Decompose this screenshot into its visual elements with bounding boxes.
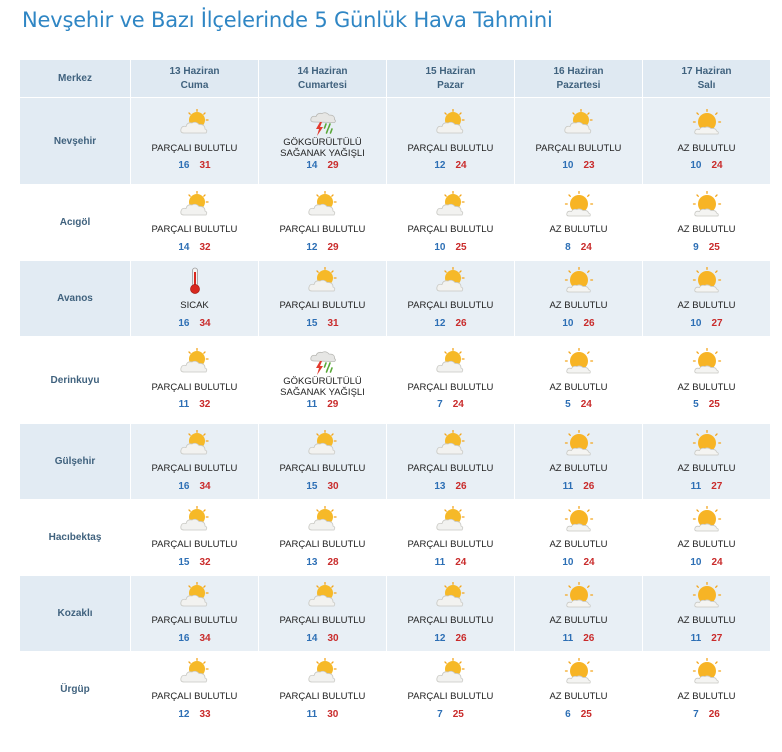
forecast-cell: [643, 576, 770, 651]
max-temperature: 26: [455, 632, 467, 644]
temperature-range: [387, 708, 514, 722]
max-temperature: 25: [580, 708, 592, 720]
temperature-range: [259, 398, 386, 412]
temperature-range: [515, 480, 642, 494]
forecast-cell: [515, 261, 642, 336]
max-temperature: 29: [327, 160, 339, 171]
day-date: 16 Haziran: [553, 65, 604, 77]
mostly-sunny-icon: [691, 191, 723, 219]
partly-cloudy-icon: [435, 348, 467, 376]
temperature-range: [259, 241, 386, 255]
min-temperature: 9: [693, 241, 699, 253]
max-temperature: 26: [583, 317, 595, 329]
forecast-cell: [131, 337, 258, 423]
partly-cloudy-icon: [307, 267, 339, 295]
max-temperature: 30: [327, 708, 339, 720]
min-temperature: 7: [437, 399, 443, 410]
min-temperature: 12: [434, 160, 446, 171]
forecast-cell: [515, 652, 642, 727]
table-row: [20, 652, 770, 727]
min-temperature: 12: [178, 708, 190, 720]
condition-label: AZ BULUTLU: [549, 463, 608, 474]
table-row: [20, 337, 770, 423]
day-date: 15 Haziran: [425, 65, 476, 77]
location-name[interactable]: Kozaklı: [20, 576, 130, 651]
condition-label: PARÇALI BULUTLU: [407, 615, 494, 626]
condition-label: AZ BULUTLU: [549, 691, 608, 702]
min-temperature: 13: [306, 556, 318, 568]
max-temperature: 24: [452, 399, 464, 410]
partly-cloudy-icon: [307, 582, 339, 610]
forecast-cell: [515, 424, 642, 499]
condition-label: PARÇALI BULUTLU: [151, 539, 238, 550]
location-column-header: Merkez: [20, 60, 130, 97]
temperature-range: [515, 556, 642, 570]
min-temperature: 15: [178, 556, 190, 568]
forecast-cell: [259, 424, 386, 499]
max-temperature: 24: [583, 556, 595, 568]
day-header: [515, 60, 642, 97]
condition-label: PARÇALI BULUTLU: [407, 142, 494, 154]
max-temperature: 29: [327, 399, 339, 410]
min-temperature: 6: [565, 708, 571, 720]
thunderstorm-icon: [307, 348, 339, 376]
partly-cloudy-icon: [435, 109, 467, 137]
day-date: 14 Haziran: [297, 65, 348, 77]
header-row: [20, 60, 770, 97]
mostly-sunny-icon: [691, 109, 723, 137]
condition-label: PARÇALI BULUTLU: [407, 691, 494, 702]
location-name[interactable]: Avanos: [20, 261, 130, 336]
partly-cloudy-icon: [179, 109, 211, 137]
forecast-cell: [259, 185, 386, 260]
max-temperature: 32: [199, 556, 211, 568]
temperature-range: [515, 159, 642, 173]
max-temperature: 29: [327, 241, 339, 253]
max-temperature: 24: [580, 241, 592, 253]
partly-cloudy-icon: [307, 191, 339, 219]
condition-label: PARÇALI BULUTLU: [535, 142, 622, 154]
max-temperature: 27: [711, 632, 723, 644]
temperature-range: [387, 480, 514, 494]
forecast-cell: [643, 500, 770, 575]
min-temperature: 15: [306, 480, 318, 492]
temperature-range: [259, 556, 386, 570]
temperature-range: [643, 708, 770, 722]
min-temperature: 11: [562, 632, 574, 644]
temperature-range: [131, 708, 258, 722]
condition-label: AZ BULUTLU: [677, 300, 736, 311]
condition-label: GÖKGÜRÜLTÜLÜ SAĞANAK YAĞIŞLI: [280, 376, 365, 398]
table-row: [20, 500, 770, 575]
temperature-range: [643, 241, 770, 255]
partly-cloudy-icon: [435, 430, 467, 458]
min-temperature: 11: [306, 708, 318, 720]
condition-label: PARÇALI BULUTLU: [279, 539, 366, 550]
temperature-range: [643, 398, 770, 412]
partly-cloudy-icon: [179, 348, 211, 376]
forecast-cell: [387, 500, 514, 575]
forecast-cell: [643, 424, 770, 499]
condition-label: AZ BULUTLU: [677, 142, 736, 154]
location-name[interactable]: Gülşehir: [20, 424, 130, 499]
min-temperature: 5: [693, 399, 699, 410]
temperature-range: [259, 317, 386, 331]
partly-cloudy-icon: [435, 191, 467, 219]
forecast-cell: [643, 185, 770, 260]
location-name[interactable]: Acıgöl: [20, 185, 130, 260]
forecast-cell: [131, 261, 258, 336]
mostly-sunny-icon: [563, 506, 595, 534]
mostly-sunny-icon: [691, 658, 723, 686]
min-temperature: 16: [178, 160, 190, 171]
forecast-cell: [259, 98, 386, 184]
temperature-range: [131, 632, 258, 646]
max-temperature: 33: [199, 708, 211, 720]
max-temperature: 24: [455, 556, 467, 568]
forecast-cell: [259, 261, 386, 336]
mostly-sunny-icon: [691, 506, 723, 534]
min-temperature: 12: [434, 632, 446, 644]
forecast-cell: [387, 424, 514, 499]
condition-label: AZ BULUTLU: [677, 539, 736, 550]
condition-label: PARÇALI BULUTLU: [151, 142, 238, 154]
table-row: [20, 261, 770, 336]
partly-cloudy-icon: [179, 506, 211, 534]
max-temperature: 25: [455, 241, 467, 253]
max-temperature: 24: [580, 399, 592, 410]
mostly-sunny-icon: [691, 267, 723, 295]
min-temperature: 14: [306, 632, 318, 644]
condition-label: AZ BULUTLU: [677, 463, 736, 474]
min-temperature: 11: [434, 556, 446, 568]
max-temperature: 26: [583, 480, 595, 492]
condition-label: AZ BULUTLU: [549, 224, 608, 235]
condition-label: AZ BULUTLU: [677, 615, 736, 626]
condition-label: PARÇALI BULUTLU: [279, 463, 366, 474]
forecast-cell: [131, 424, 258, 499]
forecast-cell: [515, 576, 642, 651]
temperature-range: [387, 317, 514, 331]
location-name[interactable]: Nevşehir: [20, 98, 130, 184]
condition-label: AZ BULUTLU: [677, 691, 736, 702]
forecast-cell: [387, 652, 514, 727]
max-temperature: 32: [199, 399, 211, 410]
max-temperature: 25: [708, 241, 720, 253]
max-temperature: 34: [199, 317, 211, 329]
max-temperature: 31: [327, 317, 339, 329]
max-temperature: 26: [583, 632, 595, 644]
min-temperature: 11: [178, 399, 190, 410]
table-row: [20, 98, 770, 184]
condition-label: PARÇALI BULUTLU: [279, 615, 366, 626]
day-header: [131, 60, 258, 97]
min-temperature: 16: [178, 317, 190, 329]
condition-label: PARÇALI BULUTLU: [407, 539, 494, 550]
max-temperature: 25: [708, 399, 720, 410]
temperature-range: [131, 556, 258, 570]
temperature-range: [131, 398, 258, 412]
max-temperature: 24: [711, 160, 723, 171]
min-temperature: 10: [434, 241, 446, 253]
day-name: Pazartesi: [556, 79, 601, 91]
min-temperature: 11: [690, 480, 702, 492]
condition-label: PARÇALI BULUTLU: [407, 300, 494, 311]
condition-label: AZ BULUTLU: [549, 615, 608, 626]
min-temperature: 10: [690, 556, 702, 568]
mostly-sunny-icon: [691, 582, 723, 610]
condition-label: PARÇALI BULUTLU: [151, 381, 238, 393]
forecast-cell: [131, 185, 258, 260]
thermometer-hot-icon: [179, 267, 211, 295]
temperature-range: [131, 480, 258, 494]
max-temperature: 24: [711, 556, 723, 568]
min-temperature: 8: [565, 241, 571, 253]
condition-label: PARÇALI BULUTLU: [279, 224, 366, 235]
temperature-range: [259, 480, 386, 494]
partly-cloudy-icon: [179, 430, 211, 458]
min-temperature: 10: [562, 556, 574, 568]
table-row: [20, 424, 770, 499]
location-name[interactable]: Derinkuyu: [20, 337, 130, 423]
min-temperature: 10: [562, 160, 574, 171]
day-date: 13 Haziran: [169, 65, 220, 77]
max-temperature: 26: [455, 480, 467, 492]
min-temperature: 7: [693, 708, 699, 720]
page-title: Nevşehir ve Bazı İlçelerinde 5 Günlük Hava Tahmini: [22, 8, 553, 32]
table-row: [20, 185, 770, 260]
forecast-table: [19, 59, 771, 728]
forecast-cell: [131, 98, 258, 184]
forecast-cell: [387, 337, 514, 423]
forecast-cell: [387, 261, 514, 336]
temperature-range: [643, 556, 770, 570]
forecast-cell: [131, 576, 258, 651]
condition-label: GÖKGÜRÜLTÜLÜ SAĞANAK YAĞIŞLI: [280, 137, 365, 159]
min-temperature: 11: [306, 399, 318, 410]
condition-label: PARÇALI BULUTLU: [151, 463, 238, 474]
temperature-range: [387, 556, 514, 570]
partly-cloudy-icon: [179, 582, 211, 610]
max-temperature: 27: [711, 480, 723, 492]
temperature-range: [643, 317, 770, 331]
temperature-range: [259, 632, 386, 646]
max-temperature: 32: [199, 241, 211, 253]
temperature-range: [643, 480, 770, 494]
condition-label: AZ BULUTLU: [677, 381, 736, 393]
forecast-cell: [387, 98, 514, 184]
partly-cloudy-icon: [179, 658, 211, 686]
forecast-cell: [131, 500, 258, 575]
temperature-range: [259, 708, 386, 722]
day-header: [387, 60, 514, 97]
day-name: Cuma: [180, 79, 209, 91]
max-temperature: 26: [708, 708, 720, 720]
min-temperature: 10: [690, 317, 702, 329]
forecast-cell: [259, 652, 386, 727]
forecast-cell: [643, 261, 770, 336]
partly-cloudy-icon: [435, 582, 467, 610]
temperature-range: [643, 159, 770, 173]
forecast-body: [20, 98, 770, 727]
forecast-cell: [643, 337, 770, 423]
mostly-sunny-icon: [563, 658, 595, 686]
min-temperature: 14: [178, 241, 190, 253]
min-temperature: 7: [437, 708, 443, 720]
min-temperature: 15: [306, 317, 318, 329]
max-temperature: 30: [327, 632, 339, 644]
condition-label: AZ BULUTLU: [549, 381, 608, 393]
partly-cloudy-icon: [307, 506, 339, 534]
condition-label: PARÇALI BULUTLU: [407, 381, 494, 393]
condition-label: PARÇALI BULUTLU: [279, 300, 366, 311]
max-temperature: 25: [452, 708, 464, 720]
forecast-cell: [131, 652, 258, 727]
min-temperature: 10: [562, 317, 574, 329]
max-temperature: 34: [199, 480, 211, 492]
mostly-sunny-icon: [563, 348, 595, 376]
temperature-range: [387, 632, 514, 646]
forecast-cell: [259, 500, 386, 575]
temperature-range: [259, 159, 386, 173]
max-temperature: 31: [199, 160, 211, 171]
min-temperature: 10: [690, 160, 702, 171]
forecast-cell: [515, 500, 642, 575]
max-temperature: 30: [327, 480, 339, 492]
table-row: [20, 576, 770, 651]
condition-label: PARÇALI BULUTLU: [407, 463, 494, 474]
temperature-range: [515, 241, 642, 255]
max-temperature: 24: [455, 160, 467, 171]
condition-label: PARÇALI BULUTLU: [407, 224, 494, 235]
condition-label: AZ BULUTLU: [549, 539, 608, 550]
max-temperature: 26: [455, 317, 467, 329]
min-temperature: 13: [434, 480, 446, 492]
forecast-cell: [515, 185, 642, 260]
day-header: [643, 60, 770, 97]
day-name: Pazar: [437, 79, 464, 91]
min-temperature: 12: [434, 317, 446, 329]
min-temperature: 12: [306, 241, 318, 253]
min-temperature: 16: [178, 632, 190, 644]
temperature-range: [515, 708, 642, 722]
day-header: [259, 60, 386, 97]
condition-label: AZ BULUTLU: [549, 300, 608, 311]
min-temperature: 5: [565, 399, 571, 410]
temperature-range: [131, 317, 258, 331]
min-temperature: 14: [306, 160, 318, 171]
partly-cloudy-icon: [563, 109, 595, 137]
forecast-cell: [515, 337, 642, 423]
partly-cloudy-icon: [307, 430, 339, 458]
temperature-range: [515, 317, 642, 331]
forecast-cell: [643, 98, 770, 184]
forecast-cell: [643, 652, 770, 727]
forecast-cell: [387, 185, 514, 260]
day-date: 17 Haziran: [681, 65, 732, 77]
max-temperature: 23: [583, 160, 595, 171]
forecast-cell: [387, 576, 514, 651]
partly-cloudy-icon: [435, 506, 467, 534]
day-name: Cumartesi: [298, 79, 347, 91]
condition-label: AZ BULUTLU: [677, 224, 736, 235]
temperature-range: [387, 159, 514, 173]
mostly-sunny-icon: [563, 267, 595, 295]
partly-cloudy-icon: [435, 267, 467, 295]
temperature-range: [515, 398, 642, 412]
location-name[interactable]: Hacıbektaş: [20, 500, 130, 575]
condition-label: PARÇALI BULUTLU: [151, 224, 238, 235]
temperature-range: [131, 159, 258, 173]
condition-label: PARÇALI BULUTLU: [151, 691, 238, 702]
mostly-sunny-icon: [691, 348, 723, 376]
partly-cloudy-icon: [307, 658, 339, 686]
condition-label: PARÇALI BULUTLU: [279, 691, 366, 702]
min-temperature: 16: [178, 480, 190, 492]
condition-label: PARÇALI BULUTLU: [151, 615, 238, 626]
day-name: Salı: [697, 79, 716, 91]
partly-cloudy-icon: [179, 191, 211, 219]
temperature-range: [387, 398, 514, 412]
thunderstorm-icon: [307, 109, 339, 137]
mostly-sunny-icon: [563, 582, 595, 610]
forecast-cell: [515, 98, 642, 184]
forecast-cell: [259, 576, 386, 651]
location-name[interactable]: Ürgüp: [20, 652, 130, 727]
forecast-cell: [259, 337, 386, 423]
mostly-sunny-icon: [691, 430, 723, 458]
partly-cloudy-icon: [435, 658, 467, 686]
temperature-range: [131, 241, 258, 255]
min-temperature: 11: [690, 632, 702, 644]
max-temperature: 27: [711, 317, 723, 329]
temperature-range: [387, 241, 514, 255]
mostly-sunny-icon: [563, 191, 595, 219]
condition-label: SICAK: [180, 300, 209, 311]
max-temperature: 34: [199, 632, 211, 644]
min-temperature: 11: [562, 480, 574, 492]
temperature-range: [515, 632, 642, 646]
max-temperature: 28: [327, 556, 339, 568]
temperature-range: [643, 632, 770, 646]
mostly-sunny-icon: [563, 430, 595, 458]
